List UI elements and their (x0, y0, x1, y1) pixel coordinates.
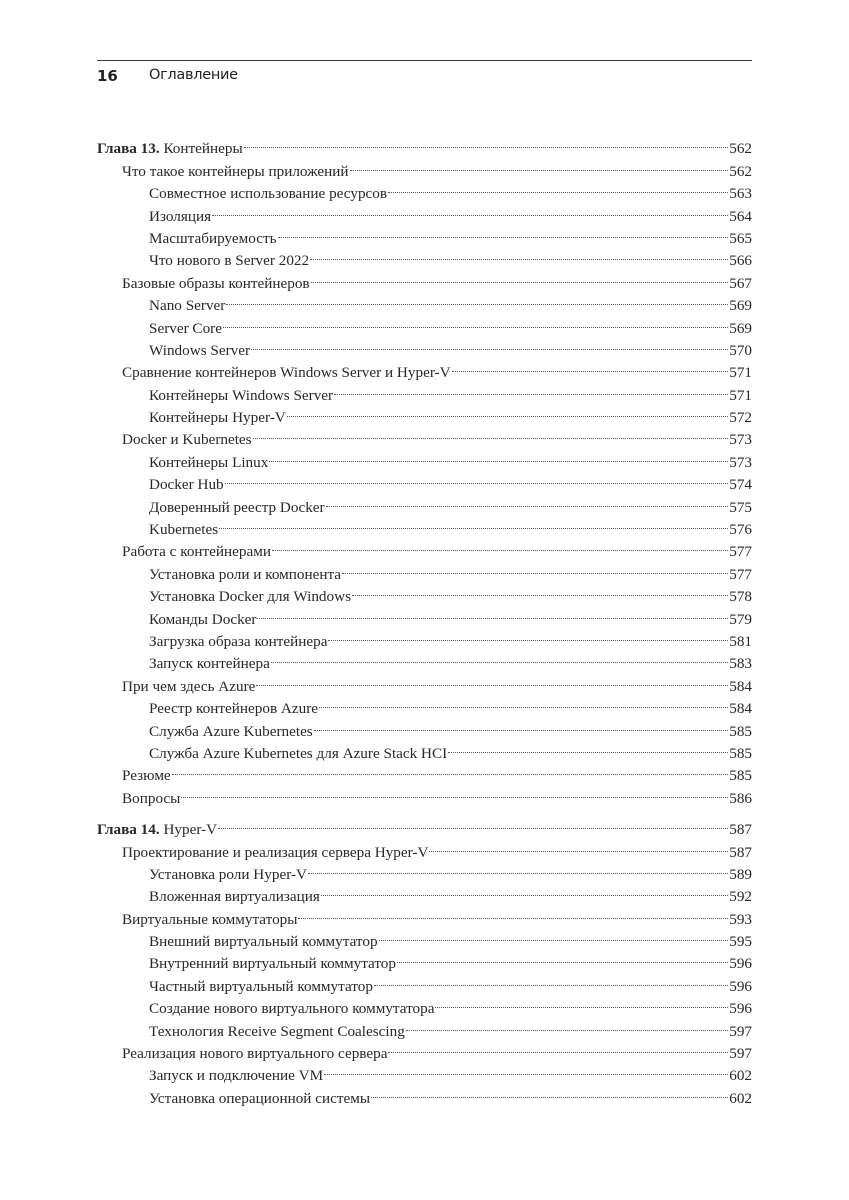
toc-entry-text: Kubernetes (149, 521, 219, 539)
dot-leader (352, 579, 728, 601)
table-of-contents (97, 131, 752, 1107)
toc-entry-text: Реализация нового виртуального сервера (122, 1045, 388, 1063)
toc-page-number: 596 (729, 955, 752, 973)
dot-leader (334, 377, 728, 399)
toc-page-number: 602 (729, 1089, 752, 1107)
dot-leader (172, 758, 729, 780)
toc-page-number: 587 (729, 821, 752, 839)
dot-leader (218, 812, 728, 834)
toc-page-number: 584 (729, 700, 752, 718)
toc-entry-title (149, 653, 270, 675)
toc-entry-text: Команды Docker (149, 610, 257, 628)
toc-entry-text: Масштабируемость (149, 229, 277, 247)
dot-leader (319, 691, 728, 713)
toc-entry-text: Внешний виртуальный коммутатор (149, 933, 378, 951)
dot-leader (257, 601, 728, 623)
dot-leader (271, 646, 728, 668)
toc-entry-title (149, 1021, 405, 1043)
toc-page-number: 581 (729, 632, 752, 650)
chapter-label: Глава 14. (97, 821, 160, 839)
toc-entry-text: Hyper-V (159, 821, 218, 839)
toc-entry-text: Технология Receive Segment Coalescing (149, 1022, 405, 1040)
toc-entry-title (122, 765, 171, 787)
toc-entry-text: Вложенная виртуализация (149, 888, 320, 906)
dot-leader (326, 489, 729, 511)
toc-entry-title (149, 1088, 370, 1110)
dot-leader (272, 534, 728, 556)
toc-entry-text: Docker и Kubernetes (122, 431, 252, 449)
toc-page-number: 566 (729, 252, 752, 270)
toc-entry-text: Контейнеры Windows Server (149, 386, 334, 404)
dot-leader (324, 1058, 728, 1080)
dot-leader (328, 624, 728, 646)
toc-page-number: 589 (729, 865, 752, 883)
dot-leader (212, 198, 728, 220)
dot-leader (371, 1080, 728, 1102)
toc-entry-text: Установка Docker для Windows (149, 588, 351, 606)
toc-entry-title (122, 541, 271, 563)
toc-entry-title (149, 1065, 323, 1087)
dot-leader (225, 467, 729, 489)
toc-entry-text: Изоляция (149, 207, 212, 225)
toc-page-number: 592 (729, 888, 752, 906)
toc-page-number: 585 (729, 722, 752, 740)
toc-page-number: 569 (729, 297, 752, 315)
toc-entry-text: Что такое контейнеры приложений (122, 162, 349, 180)
dot-leader (287, 400, 728, 422)
dot-leader (269, 444, 728, 466)
toc-page-number: 567 (729, 274, 752, 292)
dot-leader (244, 131, 729, 153)
toc-entry-text: Контейнеры Hyper-V (149, 409, 286, 427)
toc-entry-text: Реестр контейнеров Azure (149, 700, 319, 718)
toc-page-number: 576 (729, 521, 752, 539)
dot-leader (388, 176, 728, 198)
toc-entry-title (149, 864, 307, 886)
toc-entry-text: Резюме (122, 767, 171, 785)
toc-entry-text: Nano Server (149, 297, 226, 315)
toc-entry-title (122, 788, 180, 810)
dot-leader (448, 736, 728, 758)
toc-entry-title (122, 161, 349, 183)
toc-page-number: 577 (729, 565, 752, 583)
toc-entry-text: При чем здесь Azure (122, 677, 256, 695)
running-header-title: Оглавление (149, 67, 238, 83)
toc-chapter-entry[interactable] (97, 131, 752, 158)
dot-leader (219, 512, 728, 534)
toc-page-number: 564 (729, 207, 752, 225)
toc-entry-title (149, 295, 225, 317)
dot-leader (311, 265, 729, 287)
toc-page-number: 597 (729, 1022, 752, 1040)
dot-leader (342, 556, 728, 578)
toc-entry-text: Доверенный реестр Docker (149, 498, 325, 516)
toc-page-number: 586 (729, 789, 752, 807)
toc-page-number: 571 (729, 386, 752, 404)
toc-chapter-entry[interactable] (97, 812, 752, 839)
toc-entry-text: Вопросы (122, 789, 181, 807)
toc-entry-title (149, 998, 434, 1020)
toc-page-number: 583 (729, 655, 752, 673)
toc-entry-text: Установка операционной системы (149, 1089, 371, 1107)
dot-leader (181, 780, 728, 802)
dot-leader (314, 713, 729, 735)
toc-entry-text: Запуск и подключение VM (149, 1067, 324, 1085)
toc-entry-text: Server Core (149, 319, 222, 337)
toc-page-number: 575 (729, 498, 752, 516)
dot-leader (253, 422, 729, 444)
toc-entry-text: Что нового в Server 2022 (149, 252, 310, 270)
toc-entry-title (149, 340, 250, 362)
toc-page-number: 569 (729, 319, 752, 337)
toc-page-number: 596 (729, 977, 752, 995)
toc-page-number: 562 (729, 162, 752, 180)
toc-page-number: 573 (729, 431, 752, 449)
toc-page-number: 563 (729, 185, 752, 203)
toc-entry-title (149, 250, 309, 272)
dot-leader (256, 668, 728, 690)
toc-page-number: 562 (729, 140, 752, 158)
toc-page-number: 597 (729, 1045, 752, 1063)
toc-page-number: 572 (729, 409, 752, 427)
toc-entry-text: Установка роли Hyper-V (149, 865, 307, 883)
toc-entry-text: Работа с контейнерами (122, 543, 271, 561)
toc-entry-title (149, 609, 256, 631)
toc-page-number: 578 (729, 588, 752, 606)
toc-entry-title (122, 676, 255, 698)
toc-entry-title (149, 698, 318, 720)
toc-page-number: 595 (729, 933, 752, 951)
toc-entry-text: Контейнеры (159, 140, 243, 158)
toc-entry-text: Сравнение контейнеров Windows Server и Hyper-V (122, 364, 451, 382)
toc-page-number: 585 (729, 744, 752, 762)
dot-leader (278, 221, 729, 243)
toc-entry-title (149, 474, 224, 496)
toc-page-number: 593 (729, 910, 752, 928)
toc-entry-text: Установка роли и компонента (149, 565, 342, 583)
page-number: 16 (97, 67, 118, 85)
dot-leader (310, 243, 728, 265)
toc-entry-title (122, 429, 252, 451)
dot-leader (397, 946, 728, 968)
toc-entry-title (149, 318, 222, 340)
toc-entry-text: Внутренний виртуальный коммутатор (149, 955, 396, 973)
toc-entry-text: Служба Azure Kubernetes (149, 722, 313, 740)
dot-leader (308, 857, 728, 879)
toc-entry-text: Docker Hub (149, 476, 224, 494)
dot-leader (435, 991, 728, 1013)
toc-entry-text: Проектирование и реализация сервера Hyper-V (122, 843, 429, 861)
toc-section-entry[interactable] (97, 758, 752, 785)
toc-entry-title (122, 909, 297, 931)
toc-page-number: 570 (729, 341, 752, 359)
toc-section-entry[interactable] (97, 780, 752, 807)
toc-entry-title (149, 206, 211, 228)
toc-entry-text: Контейнеры Linux (149, 453, 269, 471)
toc-entry-text: Запуск контейнера (149, 655, 270, 673)
toc-page-number: 565 (729, 229, 752, 247)
toc-entry-text: Создание нового виртуального коммутатора (149, 1000, 435, 1018)
toc-entry-text: Виртуальные коммутаторы (122, 910, 298, 928)
toc-entry-title (149, 721, 313, 743)
dot-leader (406, 1013, 728, 1035)
toc-entry-title (149, 228, 277, 250)
toc-entry-title (97, 819, 217, 841)
toc-entry-text: Совместное использование ресурсов (149, 185, 388, 203)
toc-entry-title (149, 886, 320, 908)
dot-leader (452, 355, 729, 377)
toc-page-number: 584 (729, 677, 752, 695)
toc-entry-title (97, 138, 243, 160)
toc-entry-text: Служба Azure Kubernetes для Azure Stack HCI (149, 744, 448, 762)
toc-page-number: 587 (729, 843, 752, 861)
toc-entry-text: Частный виртуальный коммутатор (149, 977, 373, 995)
dot-leader (388, 1036, 728, 1058)
toc-entry-text: Базовые образы контейнеров (122, 274, 310, 292)
dot-leader (226, 288, 728, 310)
chapter-label: Глава 13. (97, 140, 160, 158)
toc-page-number: 602 (729, 1067, 752, 1085)
toc-page-number: 579 (729, 610, 752, 628)
dot-leader (321, 879, 728, 901)
running-header (97, 60, 752, 85)
dot-leader (251, 333, 728, 355)
toc-entry-text: Windows Server (149, 341, 251, 359)
toc-page-number: 577 (729, 543, 752, 561)
toc-page-number: 574 (729, 476, 752, 494)
toc-page-number: 585 (729, 767, 752, 785)
dot-leader (379, 924, 729, 946)
toc-entry-title (149, 953, 396, 975)
toc-entry-title (149, 519, 218, 541)
dot-leader (298, 901, 728, 923)
dot-leader (350, 153, 729, 175)
toc-page-number: 596 (729, 1000, 752, 1018)
toc-entry-title (149, 976, 373, 998)
toc-entry-text: Загрузка образа контейнера (149, 632, 328, 650)
dot-leader (374, 968, 728, 990)
toc-page-number: 571 (729, 364, 752, 382)
toc-page-number: 573 (729, 453, 752, 471)
toc-entry-title (149, 564, 341, 586)
dot-leader (223, 310, 728, 332)
toc-entry-title (149, 931, 378, 953)
dot-leader (429, 834, 728, 856)
